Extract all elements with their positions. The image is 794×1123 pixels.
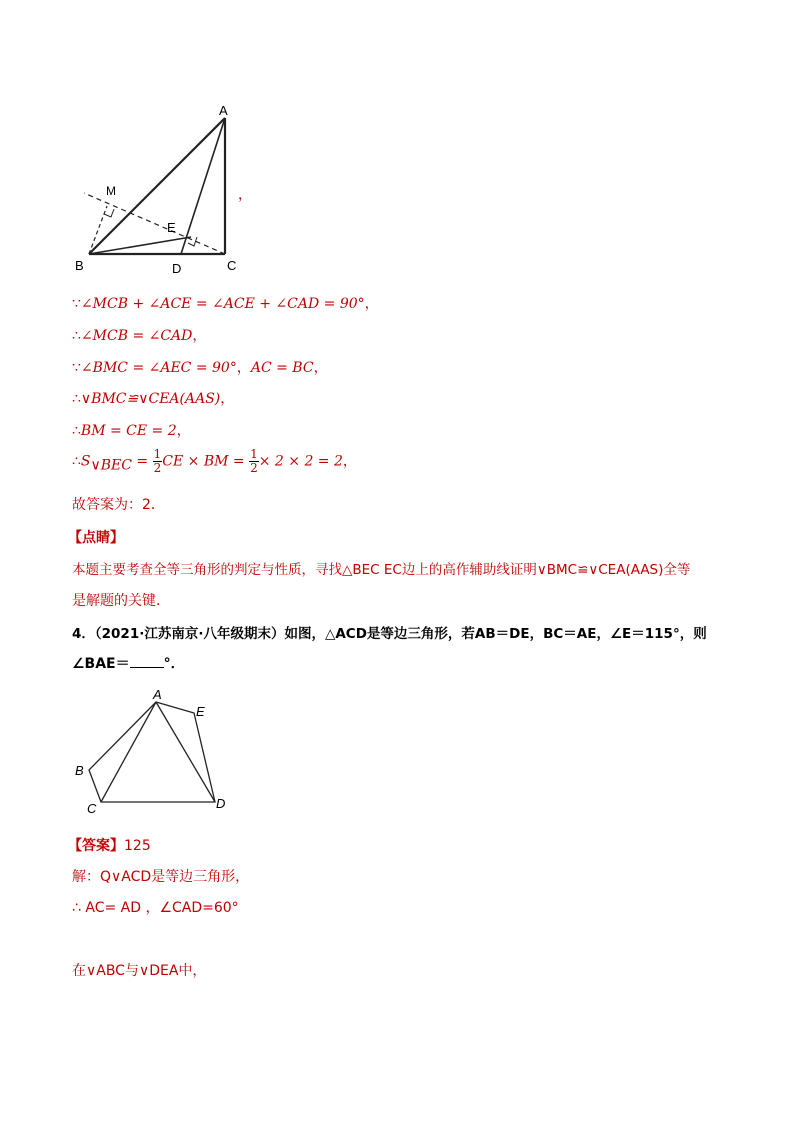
label-b: B (75, 763, 84, 778)
dashed-segment-bm (89, 206, 107, 254)
step6-middle: CE × BM = (162, 453, 250, 470)
fraction-one-half (153, 448, 163, 475)
answer-blank (130, 653, 164, 668)
label-d: D (216, 796, 226, 811)
question-4-angle-suffix: °． (163, 656, 185, 672)
fraction-denominator: 2 (250, 461, 258, 475)
step3-expression-2: AC = BC (250, 360, 314, 376)
answer-4-solution-line-2: ∴ AC= AD ，∠CAD=60° (72, 900, 239, 916)
figure-trailing-comma: ， (238, 187, 252, 203)
step4-comma: ， (220, 391, 235, 407)
answer-value: 125 (124, 838, 151, 854)
therefore-symbol: ∴ (72, 423, 81, 439)
because-symbol: ∵ (72, 296, 81, 312)
label-d: D (172, 261, 182, 276)
answer-line-1: 故答案为：2． (72, 497, 165, 513)
answer-tag: 【答案】 (68, 838, 124, 854)
therefore-symbol: ∴ (72, 453, 81, 470)
fraction-denominator: 2 (153, 461, 162, 475)
question-4-line-2 (72, 653, 185, 673)
label-b: B (75, 258, 84, 273)
solution-step-5 (72, 420, 191, 440)
label-m: M (106, 184, 116, 198)
step1-comma: ， (364, 296, 379, 312)
figure-triangle-abc (60, 95, 260, 280)
right-angle-mark-m (104, 209, 114, 217)
label-e: E (196, 704, 205, 719)
segment-ad-2 (156, 702, 215, 802)
fraction-numerator: 1 (250, 447, 258, 461)
step6-comma: ， (342, 453, 357, 470)
question-4-line-1: 4．（2021·江苏南京·八年级期末）如图，△ACD是等边三角形，若AB＝DE，BC＝AE，∠E＝115°，则 (72, 626, 707, 642)
step2-comma: ， (192, 328, 207, 344)
step2-expression: ∠MCB = ∠CAD (80, 328, 193, 344)
equals-sign: = (131, 453, 153, 470)
solution-step-2 (72, 325, 206, 345)
therefore-symbol: ∴ (72, 391, 81, 407)
step3-separator: ， (236, 360, 251, 376)
step4-expression: ∨BMC≌∨CEA(AAS) (80, 391, 221, 407)
step6-end: × 2 × 2 = 2 (258, 453, 343, 470)
label-c: C (227, 258, 237, 273)
label-a: A (219, 103, 228, 118)
answer-4-line (68, 835, 151, 855)
segment-ad (181, 118, 225, 254)
fraction-one-half-2 (249, 448, 259, 475)
step5-expression: BM = CE = 2 (80, 423, 177, 439)
step3-comma: ， (313, 360, 328, 376)
solution-step-3 (72, 357, 328, 377)
therefore-symbol: ∴ (72, 328, 81, 344)
area-subscript: ∨BEC (90, 457, 132, 474)
solution-step-4 (72, 388, 234, 408)
fraction-numerator: 1 (153, 447, 162, 461)
step1-expression: ∠MCB + ∠ACE = ∠ACE + ∠CAD = 90° (80, 296, 365, 312)
comment-line-1: 本题主要考查全等三角形的判定与性质，寻找△BEC EC边上的高作辅助线证明∨BMC≌∨CEA(AAS)全等 (72, 562, 691, 578)
answer-4-solution-line-3: 在∨ABC与∨DEA中， (72, 963, 207, 979)
solution-step-6 (72, 448, 357, 475)
dashed-line-cm (84, 193, 225, 254)
area-symbol: S (80, 453, 91, 470)
label-a: A (153, 687, 162, 702)
step5-comma: ， (176, 423, 191, 439)
answer-4-solution-line-1: 解：Q∨ACD是等边三角形， (72, 869, 250, 885)
comment-heading: 【点睛】 (68, 530, 124, 546)
solution-step-1 (72, 293, 379, 313)
step3-expression: ∠BMC = ∠AEC = 90° (80, 360, 237, 376)
segment-ac-2 (101, 702, 156, 802)
because-symbol: ∵ (72, 360, 81, 376)
question-4-angle-prefix: ∠BAE＝ (72, 656, 130, 672)
label-c: C (87, 801, 97, 816)
label-e: E (167, 220, 176, 235)
comment-line-2: 是解题的关键． (72, 593, 170, 609)
figure-pentagon (68, 685, 238, 820)
